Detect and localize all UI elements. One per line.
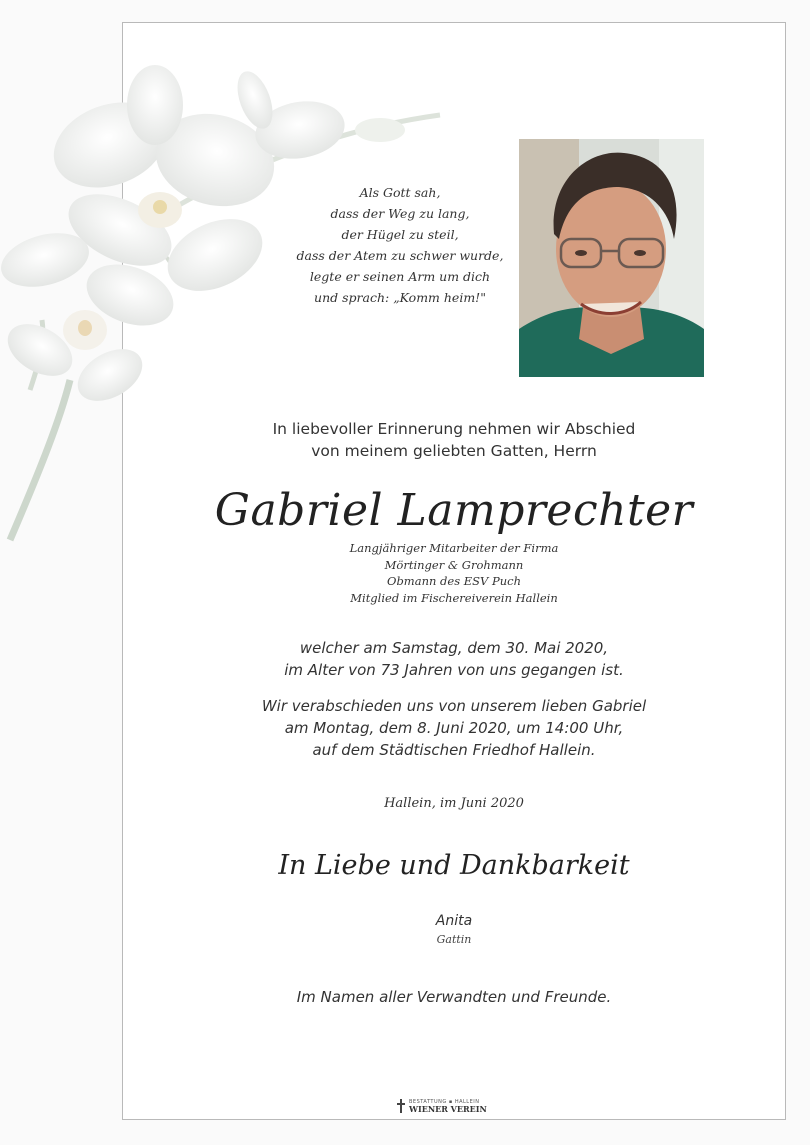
intro-line: von meinem geliebten Gatten, Herrn bbox=[311, 442, 597, 460]
death-line: im Alter von 73 Jahren von uns gegangen ist. bbox=[284, 661, 624, 679]
death-line: welcher am Samstag, dem 30. Mai 2020, bbox=[299, 639, 609, 657]
poem-line: dass der Weg zu lang, bbox=[330, 206, 470, 221]
poem-line: der Hügel zu steil, bbox=[341, 227, 459, 242]
poem bbox=[290, 182, 510, 308]
deceased-name: Gabriel Lamprechter bbox=[214, 485, 694, 536]
poem-line: dass der Atem zu schwer wurde, bbox=[296, 248, 504, 263]
funeral-line: Wir verabschieden uns von unserem lieben Gabriel bbox=[261, 697, 647, 715]
poem-line: legte er seinen Arm um dich bbox=[309, 269, 491, 284]
portrait-photo bbox=[519, 139, 704, 377]
poem-line: und sprach: „Komm heim!" bbox=[314, 290, 486, 305]
role-line: Obmann des ESV Puch bbox=[387, 574, 521, 588]
funeral-line: auf dem Städtischen Friedhof Hallein. bbox=[312, 741, 596, 759]
role-line: Mitglied im Fischereiverein Hallein bbox=[350, 590, 558, 605]
deceased-roles bbox=[122, 540, 786, 606]
intro-text bbox=[122, 418, 786, 462]
logo-big-text: WIENER VEREIN bbox=[409, 1103, 487, 1114]
closing-phrase: In Liebe und Dankbarkeit bbox=[278, 850, 630, 881]
role-line: Mörtinger & Grohmann bbox=[384, 557, 524, 572]
funeral-line: am Montag, dem 8. Juni 2020, um 14:00 Uhr, bbox=[284, 719, 624, 737]
death-notice bbox=[122, 637, 786, 681]
poem-line: Als Gott sah, bbox=[359, 185, 441, 200]
place-date: Hallein, im Juni 2020 bbox=[384, 796, 524, 811]
logo-small-text: BESTATTUNG ▪ HALLEIN bbox=[409, 1098, 480, 1105]
role-line: Langjähriger Mitarbeiter der Firma bbox=[349, 541, 559, 555]
intro-line: In liebevoller Erinnerung nehmen wir Abschied bbox=[272, 420, 636, 438]
relatives-line: Im Namen aller Verwandten und Freunde. bbox=[296, 988, 612, 1006]
cross-logo-icon bbox=[396, 1099, 406, 1113]
signer-name: Anita bbox=[435, 913, 473, 929]
funeral-home-logo bbox=[396, 1095, 506, 1117]
signer-relation: Gattin bbox=[436, 933, 472, 946]
funeral-notice bbox=[122, 695, 786, 761]
